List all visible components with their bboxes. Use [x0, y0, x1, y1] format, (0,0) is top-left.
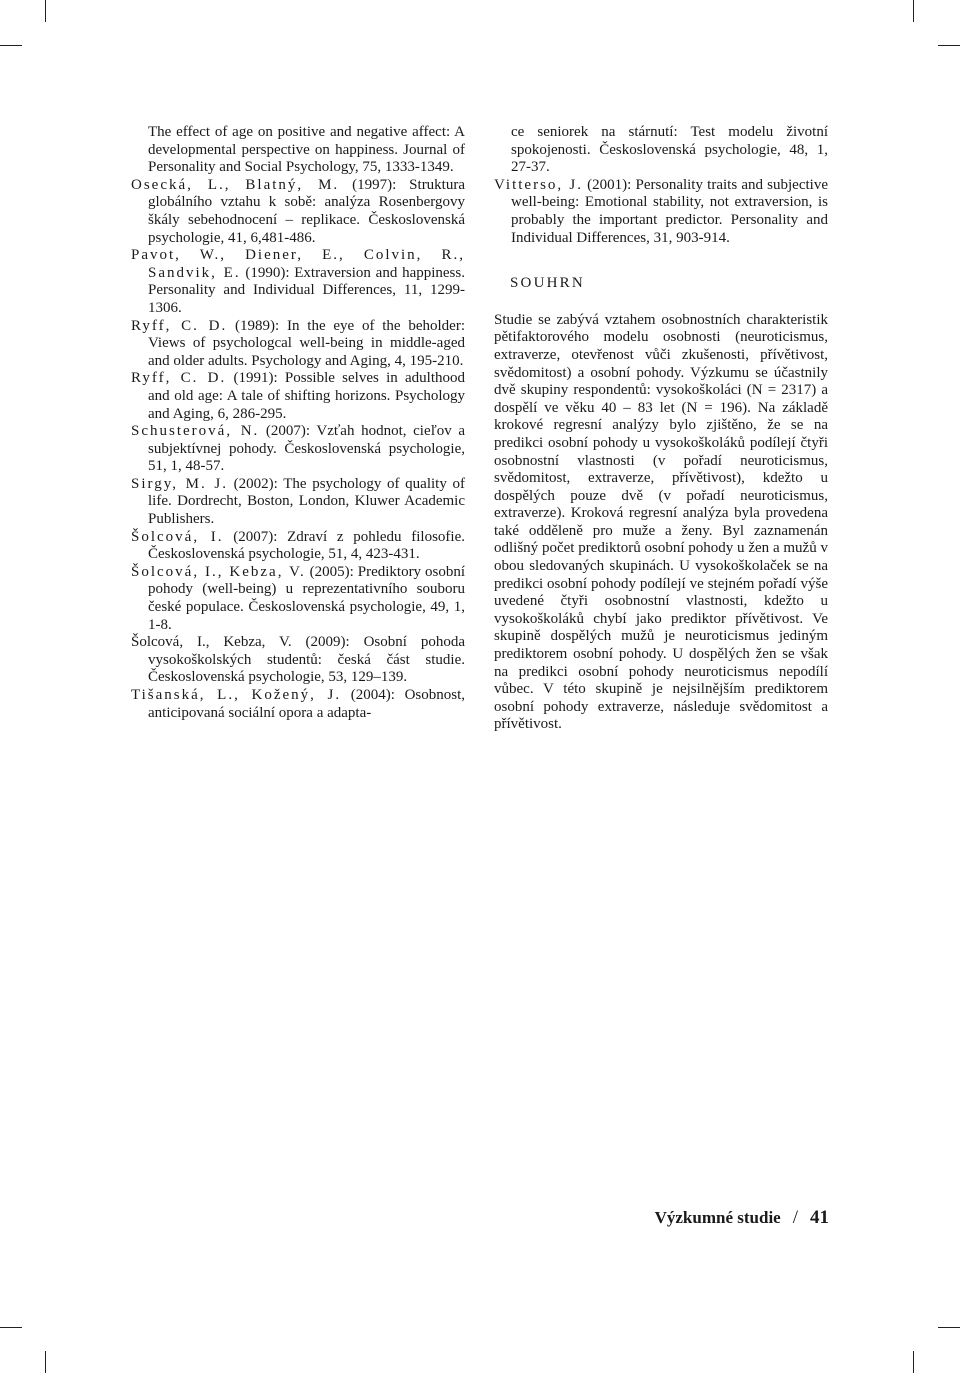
right-column — [494, 124, 828, 734]
reference-text: (2004): Osobnost, anticipovaná sociální opora a adapta- — [148, 687, 465, 721]
reference-author: Vitterso, J. — [494, 176, 583, 193]
reference-text: (1989): In the eye of the beholder: Views of psychologcal well-being in middle-aged and older adults. Psychology and Aging, 4, 195-210. — [148, 317, 465, 369]
summary-text: Studie se zabývá vztahem osobnostních charakteristik pětifaktorového modelu osobnosti (neuroticismus, extraverze, otevřenost vůči zkušenosti, přívětivost, svědomitost) a osobní pohody. Výzkumu se účastnily dvě skupiny respondentů: vysokoškoláci (N = 2317) a dospělí ve věku 40 – 83 let (N = 196). Na základě krokové regresní analýzy bylo zjištěno, že se na predikci osobní pohody u vysokoškoláků podílejí čtyři osobnostní vlastnosti (v pořadí neuroticismus, svědomitost, extraverze, přívětivost), kdežto u dospělých pouze dvě (v pořadí neuroticismus, extraverze). Kroková regresní analýza byla provedena také odděleně pro muže a ženy. Byl zaznamenán odlišný počet prediktorů osobní pohody u žen a mužů v obou sledovaných skupinách. U vysokoškolaček se na predikci osobní pohody podílejí ve stejném pořadí výše uvedené čtyři osobnostní vlastnosti, kdežto u vysokoškoláků chybí jako prediktor přívětivost. Ve skupině dospělých mužů je neuroticismus jediným prediktorem osobní pohody. U dospělých žen se však na predikci osobní pohody neuroticismus nepodílí vůbec. V této skupině je nejsilnějším prediktorem osobní pohody extraverze, následuje svědomitost a přívětivost. — [494, 311, 828, 733]
crop-mark-top-right — [913, 0, 914, 22]
reference-text: Šolcová, I., Kebza, V. (2009): Osobní pohoda vysokoškolských studentů: česká část studie. Československá psychologie, 53, 129–139. — [131, 634, 465, 686]
crop-mark-bottom-right — [913, 1351, 914, 1373]
reference-entry — [131, 370, 465, 423]
reference-author: Šolcová, I. — [131, 528, 224, 545]
footer-separator: / — [792, 1207, 798, 1228]
reference-text: ce seniorek na stárnutí: Test modelu životní spokojenosti. Československá psychologie, 48, 1, 27-37. — [511, 124, 828, 176]
reference-entry — [494, 177, 828, 247]
footer-section-title: Výzkumné studie — [654, 1208, 781, 1227]
reference-text: (2001): Personality traits and subjective well-being: Emotional stability, not extraversion, is probably the important predictor. Personality and Individual Differences, 31, 903-914. — [511, 176, 828, 246]
crop-mark-top-right-h — [938, 45, 960, 46]
reference-entry — [131, 124, 465, 177]
right-column-references — [494, 124, 828, 247]
reference-text: (2007): Vzťah hodnot, cieľov a subjektívnej pohody. Československá psychologie, 51, 1, 48-57. — [148, 423, 465, 475]
reference-text: (1990): Extraversion and happiness. Personality and Individual Differences, 11, 1299-1306. — [148, 264, 465, 316]
reference-entry — [131, 423, 465, 476]
reference-entry — [131, 476, 465, 529]
reference-text: (1997): Struktura globálního vztahu k sobě: analýza Rosenbergovy škály sebehodnocení – replikace. Československá psychologie, 41, 6,481-486. — [148, 176, 466, 246]
reference-author: Šolcová, I., Kebza, V. — [131, 563, 306, 580]
crop-mark-top-left — [45, 0, 46, 22]
page-number: 41 — [810, 1207, 829, 1228]
summary-heading: SOUHRN — [510, 275, 585, 292]
reference-entry — [131, 529, 465, 564]
reference-author: Sirgy, M. J. — [131, 475, 229, 492]
reference-text: (2002): The psychology of quality of life. Dordrecht, Boston, London, Kluwer Academic Publishers. — [148, 475, 465, 528]
reference-entry — [131, 687, 465, 722]
crop-mark-bottom-left-h — [0, 1327, 22, 1328]
reference-entry — [131, 634, 465, 687]
reference-author: Pavot, W., Diener, E., Colvin, R., Sandvik, E. — [131, 247, 465, 281]
reference-entry — [131, 247, 465, 317]
reference-entry — [131, 318, 465, 371]
reference-entry — [131, 177, 465, 247]
reference-author: Ryff, C. D. — [131, 370, 227, 387]
reference-author: Schusterová, N. — [131, 423, 260, 440]
reference-entry — [494, 124, 828, 177]
reference-text: The effect of age on positive and negative affect: A developmental perspective on happiness. Journal of Personality and Social Psychology, 75, 1333-1349. — [148, 124, 465, 176]
reference-entry — [131, 564, 465, 634]
reference-author: Ryff, C. D. — [131, 317, 228, 334]
page-footer — [655, 1207, 829, 1229]
crop-mark-bottom-left — [45, 1351, 46, 1373]
reference-author: Tišanská, L., Kožený, J. — [131, 687, 342, 703]
reference-text: (1991): Possible selves in adulthood and old age: A tale of shifting horizons. Psychology and Aging, 6, 286-295. — [148, 370, 465, 422]
reference-author: Osecká, L., Blatný, M. — [131, 176, 340, 193]
left-column-references — [131, 124, 465, 722]
crop-mark-top-left-h — [0, 45, 22, 46]
crop-mark-bottom-right-h — [938, 1327, 960, 1328]
reference-text: (2005): Prediktory osobní pohody (well-being) u reprezentativního souboru české populace. Československá psychologie, 49, 1, 1-8. — [148, 563, 465, 633]
reference-text: (2007): Zdraví z pohledu filosofie. Československá psychologie, 51, 4, 423-431. — [148, 528, 465, 563]
